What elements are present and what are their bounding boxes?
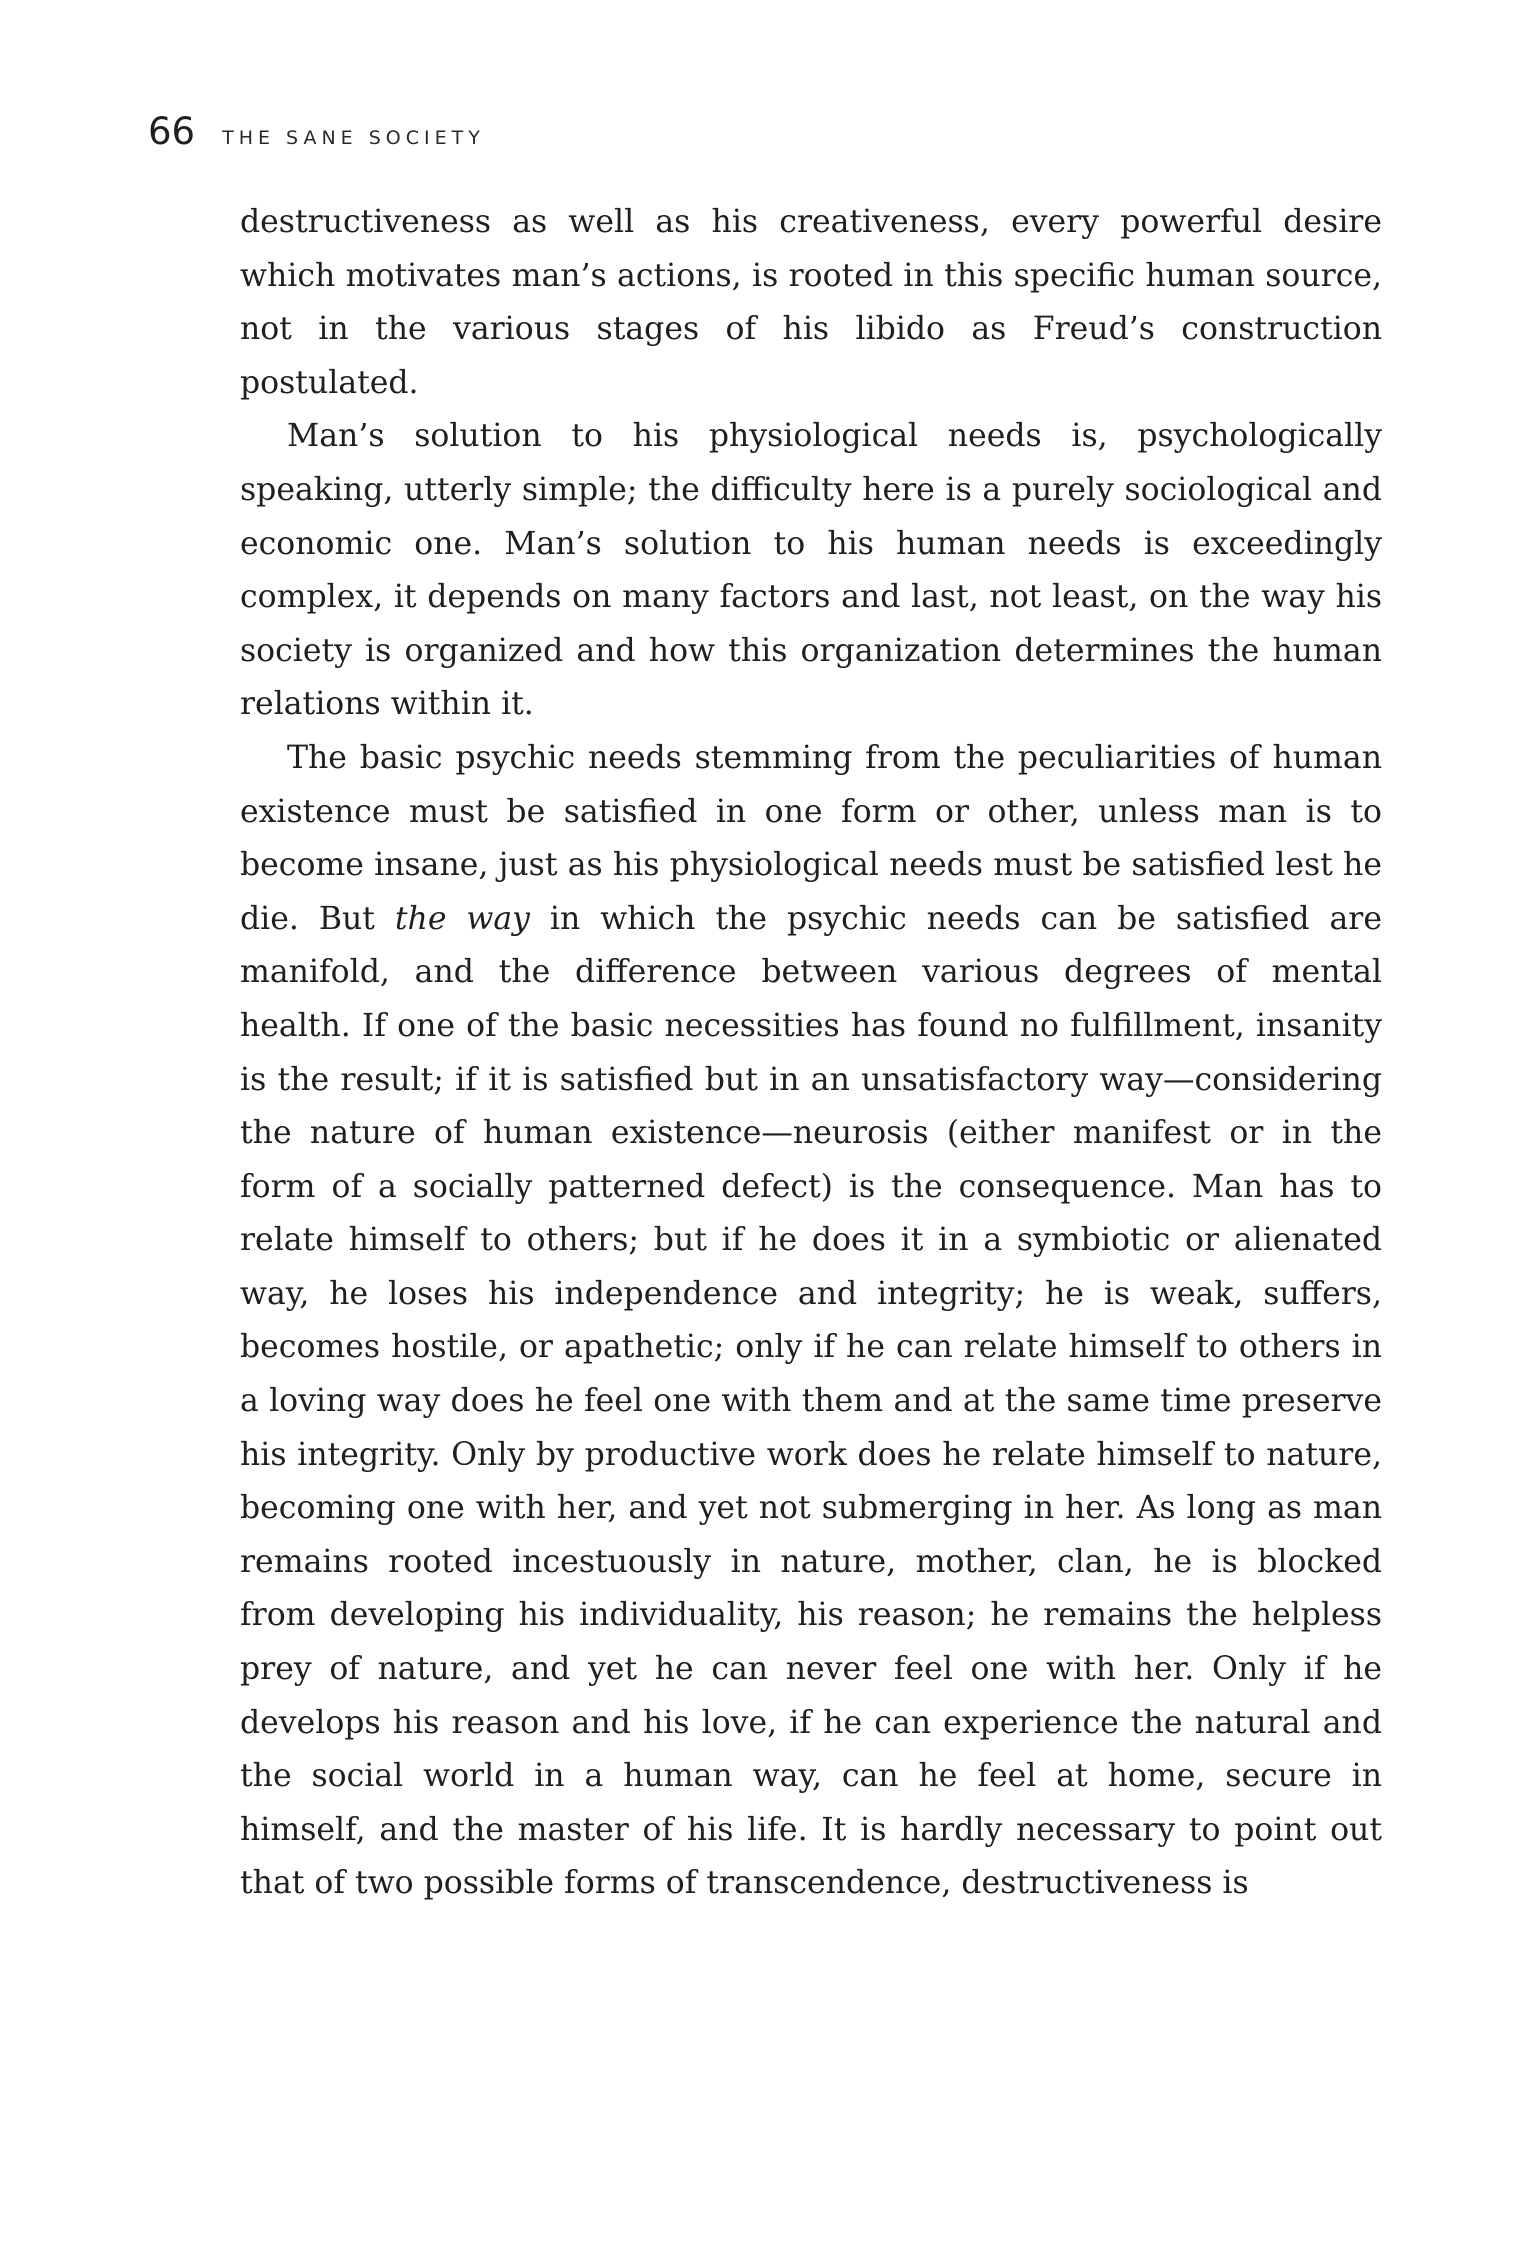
paragraph-text-part: The basic psychic needs stemming from the peculiarities of human existence must be satisfied in one form or other, unless man is to become insane, just as his physiological needs must be satisfied lest he die. But xyxy=(240,739,1382,937)
paragraph-continuation: destructiveness as well as his creativeness, every powerful desire which motivates man’s actions, is rooted in this specific human source, not in the various stages of his libido as Freud’s construction postulated. xyxy=(240,204,1382,401)
page-number: 66 xyxy=(148,110,196,153)
body-text xyxy=(240,196,1382,1911)
book-title: THE SANE SOCIETY xyxy=(222,127,485,149)
running-head xyxy=(148,110,485,153)
paragraph-psychic-needs xyxy=(240,732,1382,1911)
paragraph-physiological-needs: Man’s solution to his physiological needs is, psychologically speaking, utterly simple; the difficulty here is a purely sociological and economic one. Man’s solution to his human needs is exceedingly complex, it depends on many factors and last, not least, on the way his society is organized and how this organization determines the human relations within it. xyxy=(240,418,1382,723)
paragraph-text-part: in which the psychic needs can be satisfied are manifold, and the difference between various degrees of mental health. If one of the basic necessities has found no fulfillment, insanity is the result; if it is satisfied but in an unsatisfactory way—considering the nature of human existence—neurosis (either manifest or in the form of a socially patterned defect) is the consequence. Man has to relate himself to others; but if he does it in a symbiotic or alienated way, he loses his independence and integrity; he is weak, suffers, becomes hostile, or apathetic; only if he can relate himself to others in a loving way does he feel one with them and at the same time preserve his integrity. Only by productive work does he relate himself to nature, becoming one with her, and yet not submerging in her. As long as man remains rooted incestuously in nature, mother, clan, he is blocked from developing his individuality, his reason; he remains the helpless prey of nature, and yet he can never feel one with her. Only if he develops his reason and his love, if he can experience the natural and the social world in a human way, can he feel at home, secure in himself, and the master of his life. It is hardly necessary to point out that of two possible forms of transcendence, destructiveness is xyxy=(240,900,1383,1902)
emphasized-phrase: the way xyxy=(394,900,530,937)
